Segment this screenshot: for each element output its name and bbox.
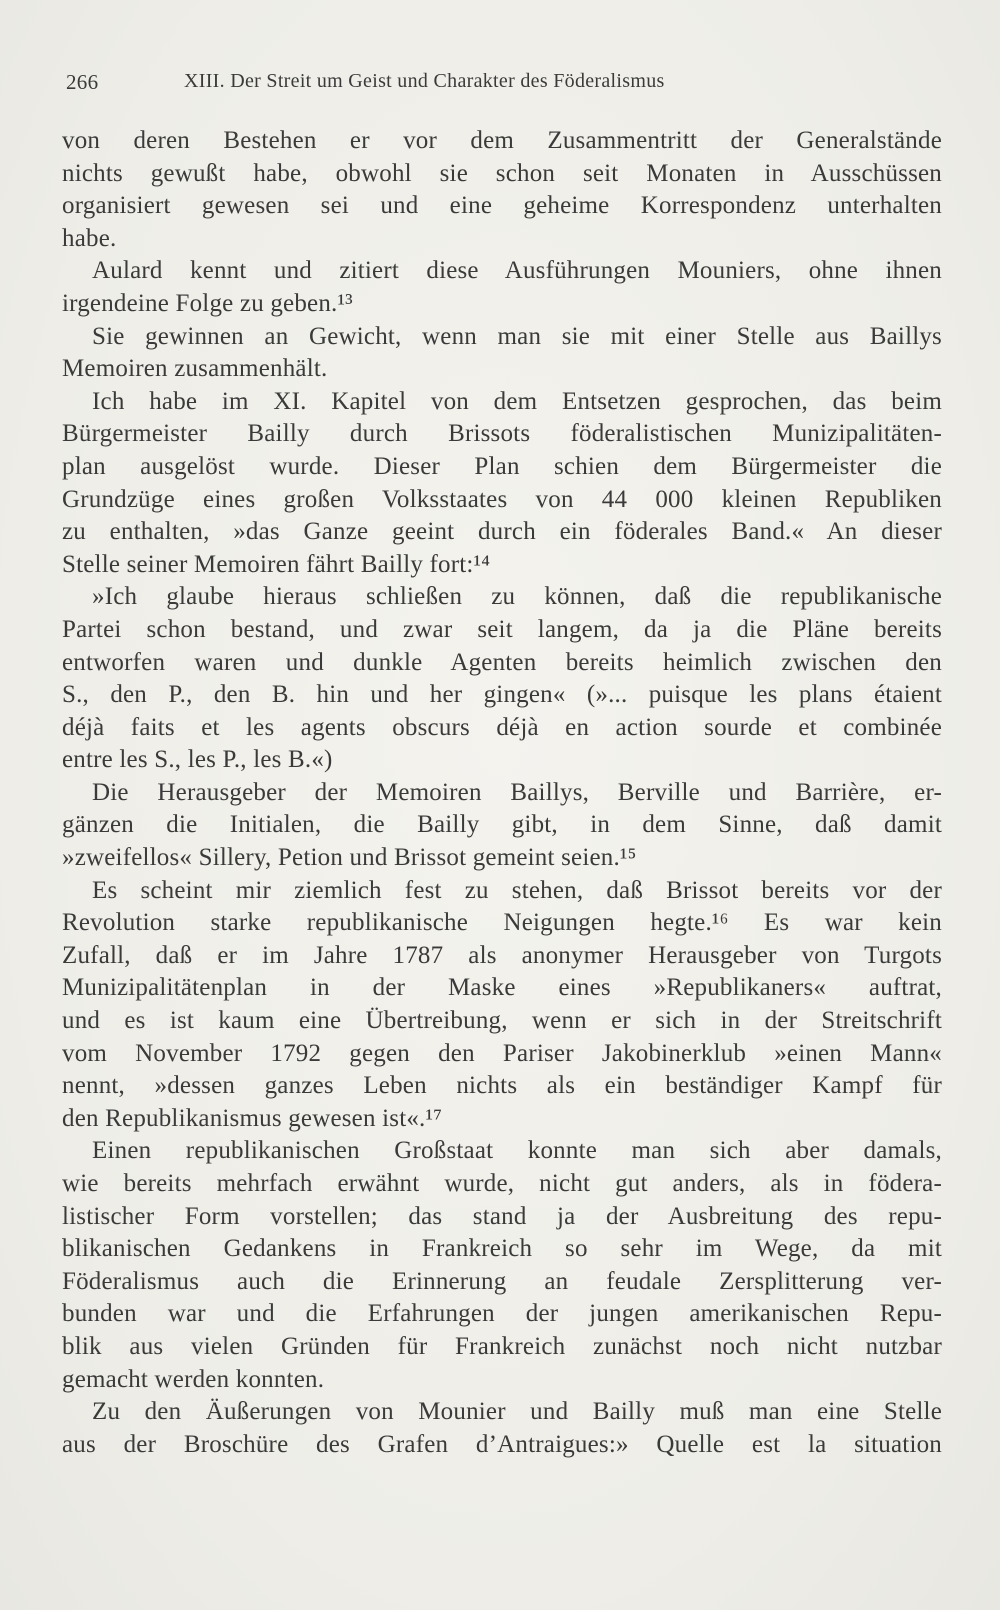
text-line: blik aus vielen Gründen für Frankreich zunächst noch nicht nutzbar <box>62 1332 942 1360</box>
text-line: nennt, »dessen ganzes Leben nichts als ein beständiger Kampf für <box>62 1072 942 1100</box>
running-title: XIII. Der Streit um Geist und Charakter des Föderalismus <box>184 70 665 92</box>
text-line: von deren Bestehen er vor dem Zusammentritt der Generalstände <box>62 127 942 154</box>
text-line: entre les S., les P., les B.«) <box>62 746 333 774</box>
text-line: und es ist kaum eine Übertreibung, wenn er sich in der Streitschrift <box>62 1007 942 1035</box>
page-header <box>66 70 936 100</box>
text-line: bunden war und die Erfahrungen der jungen amerikanischen Repu- <box>62 1300 942 1328</box>
text-line: Stelle seiner Memoiren fährt Bailly fort:¹⁴ <box>62 550 491 578</box>
text-line: Munizipalitätenplan in der Maske eines »Republikaners« auftrat, <box>62 974 942 1002</box>
text-line: nichts gewußt habe, obwohl sie schon seit Monaten in Ausschüssen <box>62 159 942 187</box>
body-text <box>62 125 942 1461</box>
text-line: gemacht werden konnten. <box>62 1365 325 1393</box>
text-line: zu enthalten, »das Ganze geeint durch ein föderales Band.« An dieser <box>62 518 942 546</box>
text-line: Grundzüge eines großen Volksstaates von 44 000 kleinen Republiken <box>62 485 942 513</box>
text-line: Memoiren zusammenhält. <box>62 355 328 383</box>
text-line: »zweifellos« Sillery, Petion und Brissot gemeint seien.¹⁵ <box>62 844 637 872</box>
text-line: aus der Broschüre des Grafen d’Antraigues:» Quelle est la situation <box>62 1430 942 1458</box>
text-line: Partei schon bestand, und zwar seit langem, da ja die Pläne bereits <box>62 615 942 643</box>
text-line: déjà faits et les agents obscurs déjà en action sourde et combinée <box>62 713 942 741</box>
text-line: listischer Form vorstellen; das stand ja der Ausbreitung des repu- <box>62 1202 942 1230</box>
text-line: Es scheint mir ziemlich fest zu stehen, daß Brissot bereits vor der <box>92 876 942 904</box>
page-number: 266 <box>66 70 99 94</box>
text-line: wie bereits mehrfach erwähnt wurde, nicht gut anders, als in födera- <box>62 1170 942 1197</box>
text-line: »Ich glaube hieraus schließen zu können, daß die republikanische <box>92 583 942 611</box>
text-line: S., den P., den B. hin und her gingen« (»... puisque les plans étaient <box>62 681 942 709</box>
text-line: habe. <box>62 224 117 252</box>
text-line: vom November 1792 gegen den Pariser Jakobinerklub »einen Mann« <box>62 1039 942 1067</box>
text-line: blikanischen Gedankens in Frankreich so sehr im Wege, da mit <box>62 1235 942 1263</box>
text-line: Sie gewinnen an Gewicht, wenn man sie mit einer Stelle aus Baillys <box>92 322 942 350</box>
text-line: Aulard kennt und zitiert diese Ausführungen Mouniers, ohne ihnen <box>92 257 942 285</box>
text-line: Föderalismus auch die Erinnerung an feudale Zersplitterung ver- <box>62 1267 942 1295</box>
text-line: den Republikanismus gewesen ist«.¹⁷ <box>62 1104 443 1132</box>
text-line: organisiert gewesen sei und eine geheime Korrespondenz unterhalten <box>62 192 942 220</box>
text-line: Revolution starke republikanische Neigungen hegte.¹⁶ Es war kein <box>62 909 942 937</box>
text-line: entworfen waren und dunkle Agenten bereits heimlich zwischen den <box>62 648 942 676</box>
text-line: Einen republikanischen Großstaat konnte man sich aber damals, <box>92 1137 942 1165</box>
text-line: irgendeine Folge zu geben.¹³ <box>62 289 353 317</box>
text-line: gänzen die Initialen, die Bailly gibt, in dem Sinne, daß damit <box>62 811 942 839</box>
text-line: Die Herausgeber der Memoiren Baillys, Berville und Barrière, er- <box>92 778 942 806</box>
text-line: Ich habe im XI. Kapitel von dem Entsetzen gesprochen, das beim <box>92 387 942 415</box>
text-line: plan ausgelöst wurde. Dieser Plan schien dem Bürgermeister die <box>62 452 942 480</box>
text-line: Zu den Äußerungen von Mounier und Bailly muß man eine Stelle <box>92 1398 942 1426</box>
text-line: Bürgermeister Bailly durch Brissots föderalistischen Munizipalitäten- <box>62 420 942 448</box>
text-line: Zufall, daß er im Jahre 1787 als anonymer Herausgeber von Turgots <box>62 941 942 969</box>
